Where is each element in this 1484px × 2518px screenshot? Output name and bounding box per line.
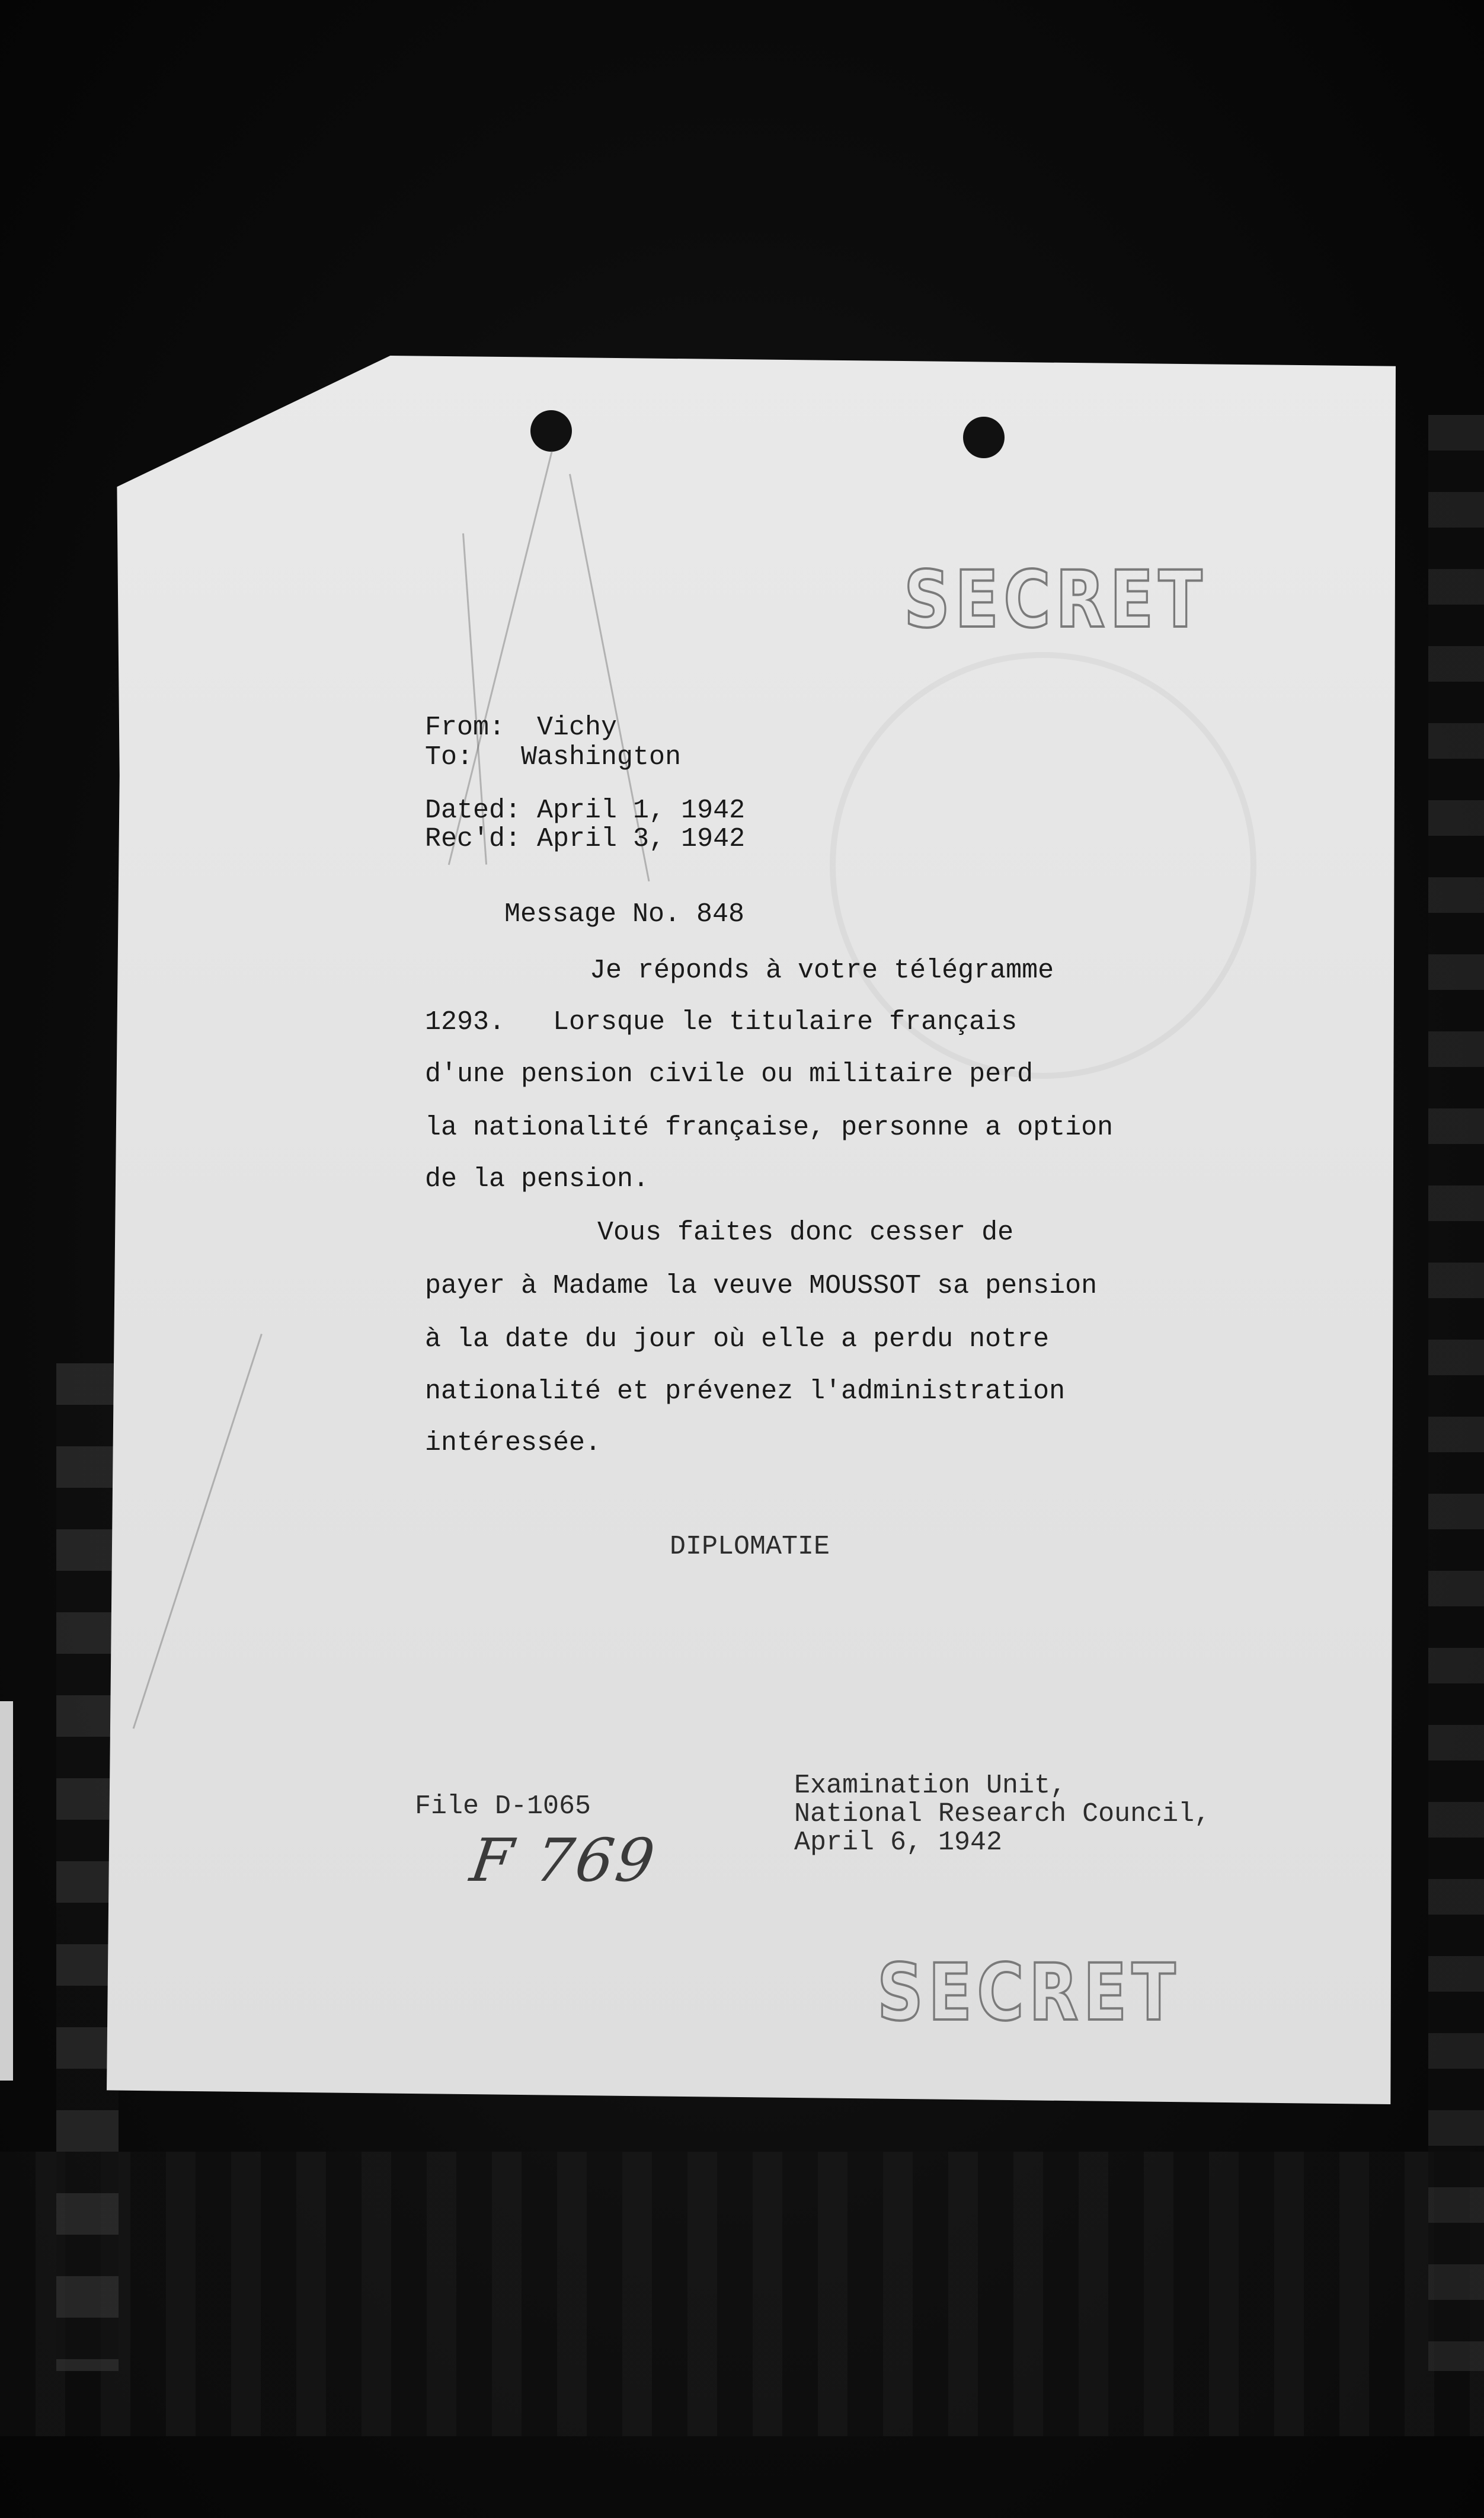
film-sprocket-right	[1428, 415, 1484, 2371]
body-line: Je réponds à votre télégramme	[590, 956, 1054, 986]
film-strip-band	[0, 2152, 1484, 2436]
secret-stamp-top: SECRET	[904, 554, 1207, 646]
file-number: File D-1065	[415, 1791, 591, 1822]
header-dated: Dated: April 1, 1942	[425, 795, 746, 826]
punch-hole-right	[963, 417, 1005, 458]
handwritten-note: F 769	[466, 1826, 661, 1895]
body-line: nationalité et prévenez l'administration	[425, 1376, 1066, 1407]
body-line: 1293. Lorsque le titulaire français	[425, 1007, 1018, 1037]
body-line: Vous faites donc cesser de	[597, 1218, 1014, 1248]
header-from: From: Vichy	[425, 712, 618, 743]
body-line: d'une pension civile ou militaire perd	[425, 1059, 1034, 1089]
message-number: Message No. 848	[504, 899, 745, 929]
body-line: de la pension.	[425, 1164, 650, 1194]
adjacent-frame-edge	[0, 1701, 13, 2081]
body-line: la nationalité française, personne a option	[425, 1113, 1114, 1143]
body-line: intéressée.	[425, 1428, 602, 1458]
signature: DIPLOMATIE	[670, 1532, 830, 1562]
body-line: à la date du jour où elle a perdu notre	[425, 1324, 1050, 1354]
body-line: payer à Madame la veuve MOUSSOT sa pension	[425, 1271, 1098, 1301]
secret-stamp-bottom: SECRET	[877, 1947, 1181, 2038]
punch-hole-left	[530, 410, 572, 452]
footer-line: Examination Unit,	[794, 1771, 1067, 1801]
footer-line: April 6, 1942	[794, 1827, 1003, 1858]
header-received: Rec'd: April 3, 1942	[425, 824, 746, 854]
header-to: To: Washington	[425, 742, 682, 772]
footer-line: National Research Council,	[794, 1799, 1211, 1829]
